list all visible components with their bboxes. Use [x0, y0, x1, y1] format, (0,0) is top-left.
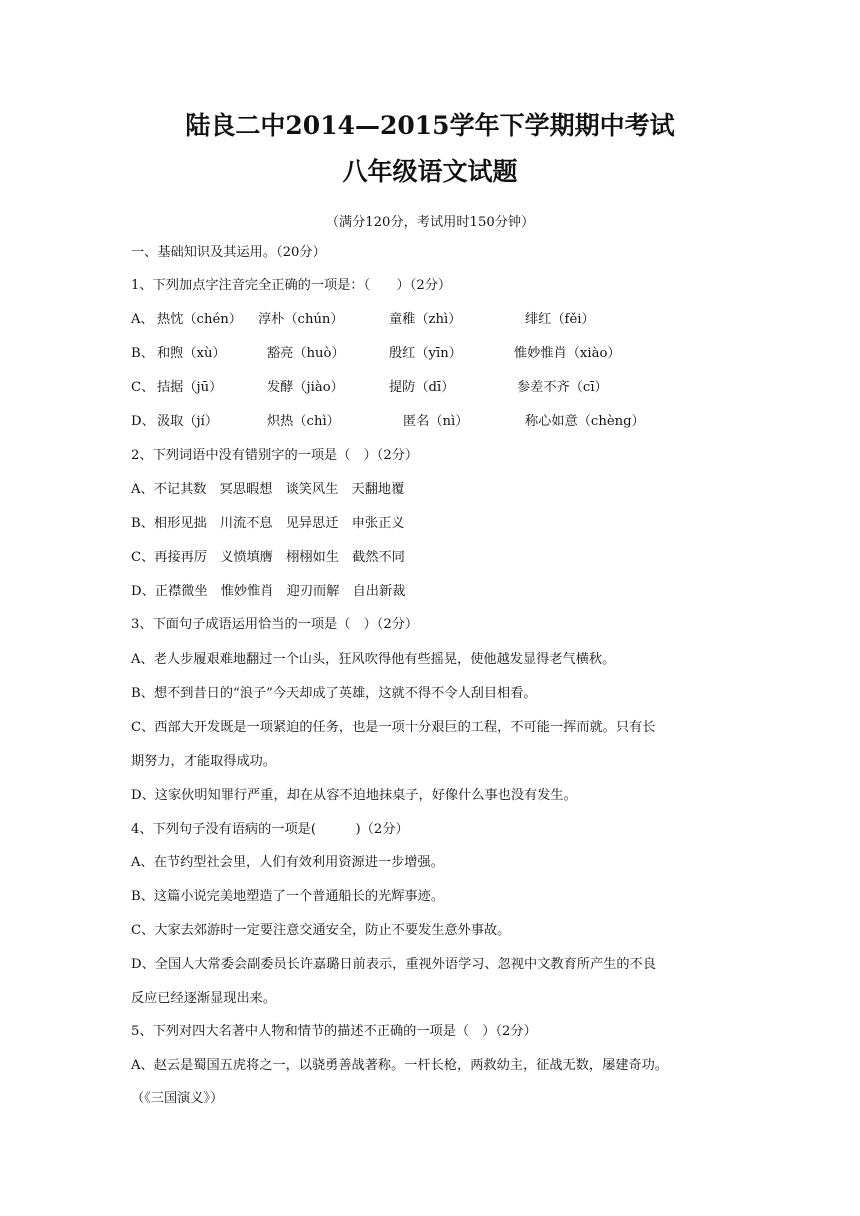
option-item: 童稚（zhì）: [389, 312, 462, 327]
option-item: 豁亮（huò）: [267, 346, 345, 361]
question-4-option-c: C、大家去郊游时一定要注意交通安全，防止不要发生意外事故。: [131, 923, 511, 938]
section-heading: 一、基础知识及其运用。（20分）: [131, 245, 326, 260]
question-4-option-a: A、在节约型社会里，人们有效利用资源进一步增强。: [131, 855, 444, 870]
question-4-stem: 4、下列句子没有语病的一项是( )（2分）: [131, 822, 409, 837]
option-item: 惟妙惟肖（xiào）: [514, 346, 621, 361]
option-item: 参差不齐（cī）: [517, 380, 608, 395]
question-5-option-a: A、赵云是蜀国五虎将之一，以骁勇善战著称。一杆长枪，两救幼主，征战无数，屡建奇功。: [131, 1058, 669, 1073]
option-label: B、: [131, 346, 154, 361]
question-4-option-d-cont: 反应已经逐渐显现出来。: [131, 991, 277, 1006]
question-1-stem: 1、下列加点字注音完全正确的一项是：（ ）（2分）: [131, 278, 452, 293]
option-item: 绯红（fěi）: [525, 312, 595, 327]
question-3-option-b: B、想不到昔日的“浪子”今天却成了英雄，这就不得不令人刮目相看。: [131, 686, 537, 701]
option-item: 提防（dī）: [389, 380, 455, 395]
option-label: C、: [131, 380, 155, 395]
option-item: 殷红（yīn）: [389, 346, 462, 361]
question-5-stem: 5、下列对四大名著中人物和情节的描述不正确的一项是（ ）（2分）: [131, 1024, 537, 1039]
question-5-option-a-cont: （《三国演义》）: [131, 1091, 224, 1106]
option-item: 热忱（chén）: [157, 312, 242, 327]
option-item: 发酵（jiào）: [267, 380, 344, 395]
exam-subtitle: 八年级语文试题: [342, 157, 518, 186]
question-2-option-d: D、正襟微坐 惟妙惟肖 迎刃而解 自出新裁: [131, 584, 406, 599]
question-4-option-d: D、全国人大常委会副委员长许嘉璐日前表示，重视外语学习、忽视中文教育所产生的不良: [131, 957, 656, 972]
question-3-option-a: A、老人步履艰难地翻过一个山头，狂风吹得他有些摇晃，使他越发显得老气横秋。: [131, 652, 616, 667]
question-2-option-b: B、相形见拙 川流不息 见异思迁 申张正义: [131, 516, 405, 531]
option-item: 淳朴（chún）: [258, 312, 344, 327]
question-2-option-a: A、不记其数 冥思暇想 谈笑风生 天翻地覆: [131, 482, 405, 497]
question-4-option-b: B、这篇小说完美地塑造了一个普通船长的光辉事迹。: [131, 889, 445, 904]
question-3-option-c-cont: 期努力，才能取得成功。: [131, 754, 277, 769]
option-item: 匿名（nì）: [403, 414, 469, 429]
question-2-stem: 2、下列词语中没有错别字的一项是（ ）（2分）: [131, 448, 419, 463]
option-label: D、: [131, 414, 155, 429]
question-2-option-c: C、再接再厉 义愤填膺 栩栩如生 截然不同: [131, 550, 405, 565]
option-label: A、: [131, 312, 154, 327]
exam-info: （满分120分，考试用时150分钟）: [325, 215, 535, 230]
question-3-stem: 3、下面句子成语运用恰当的一项是（ ）（2分）: [131, 617, 419, 632]
question-3-option-d: D、这家伙明知罪行严重，却在从容不迫地抹桌子，好像什么事也没有发生。: [131, 788, 577, 803]
option-item: 称心如意（chèng）: [525, 414, 645, 429]
option-item: 炽热（chì）: [267, 414, 340, 429]
option-item: 汲取（jí）: [157, 414, 219, 429]
option-item: 和煦（xù）: [157, 346, 226, 361]
question-3-option-c: C、西部大开发既是一项紧迫的任务，也是一项十分艰巨的工程，不可能一挥而就。只有长: [131, 720, 656, 735]
option-item: 拮据（jū）: [157, 380, 223, 395]
exam-title: 陆良二中2014—2015学年下学期期中考试: [185, 111, 675, 140]
